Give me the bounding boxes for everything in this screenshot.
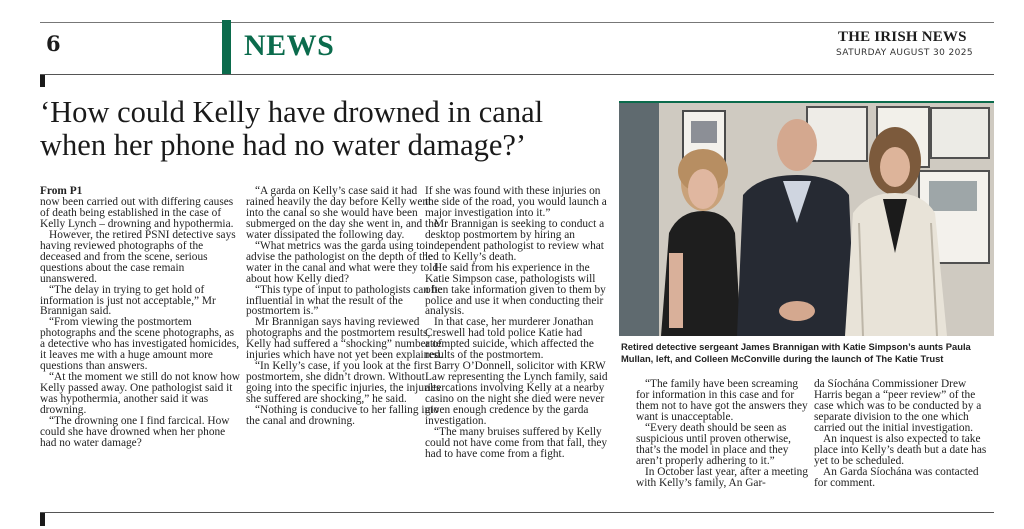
paragraph: Mr Brannigan says having reviewed photographs and the postmortem results, Kelly had suffered a “shocking” number of injuries which have not yet been explained. <box>246 316 443 362</box>
headline-line-1: ‘How could Kelly have drowned in canal <box>40 95 544 129</box>
article-column-1 <box>40 186 240 449</box>
paragraph: If she was found with these injuries on the side of the road, you would launch a major investigation into it.” <box>425 185 607 219</box>
paragraph: “A garda on Kelly’s case said it had rained heavily the day before Kelly went into the canal so she would have been submerged on the day she went in, and the water dissipated the following day. <box>246 185 439 241</box>
paragraph: “The family have been screaming for information in this case and for them not to have got the answers they want is unacceptable. <box>636 378 808 423</box>
paragraph: “In Kelly’s case, if you look at the first postmortem, she didn’t drown. Without going into the specific injuries, the injuries she suffered are shocking,” he said. <box>246 360 441 406</box>
section-accent-bar <box>222 20 231 74</box>
corner-marker-bottom <box>40 513 45 526</box>
paragraph: He said from his experience in the Katie Simpson case, pathologists will often take information given to them by police and use it when conducting their analysis. <box>425 261 606 318</box>
paragraph: “The delay in trying to get hold of information is just not acceptable,” Mr Brannigan said. <box>40 283 216 318</box>
issue-date: SATURDAY AUGUST 30 2025 <box>836 48 974 58</box>
footer-rule <box>40 512 994 513</box>
paragraph: “The many bruises suffered by Kelly could not have come from that fall, they had to have come from a fight. <box>425 425 608 460</box>
headline <box>40 96 610 162</box>
article-column-3 <box>425 186 608 460</box>
article-column-4 <box>636 379 808 489</box>
paragraph: An inquest is also expected to take place into Kelly’s death but a date has yet to be scheduled. <box>814 432 987 467</box>
paragraph: “Nothing is conducive to her falling into the canal and drowning. <box>246 404 439 428</box>
section-label: NEWS <box>244 29 335 62</box>
header-rule <box>40 74 994 75</box>
paragraph: In October last year, after a meeting with Kelly’s family, An Gar- <box>636 465 809 489</box>
paragraph: In that case, her murderer Jonathan Creswell had told police Katie had attempted suicide, which affected the results of the postmortem. <box>425 316 594 362</box>
paragraph: “The drowning one I find farcical. How could she have drowned when her phone had no water damage? <box>40 415 230 449</box>
top-rule <box>40 22 994 23</box>
continued-from-label: From P1 <box>40 185 83 197</box>
paragraph: da Síochána Commissioner Drew Harris began a “peer review” of the case which was to be conducted by a separate division to the one which carried out the initial investigation. <box>814 378 982 434</box>
news-photo <box>619 103 994 336</box>
paragraph: Barry O’Donnell, solicitor with KRW Law representing the Lynch family, said altercations involving Kelly at a nearby casino on the night she died were never given enough credence by the garda investigation. <box>425 360 608 428</box>
article-column-5 <box>814 379 994 489</box>
paragraph: “Every death should be seen as suspicious until proven otherwise, that’s the model in place and they aren’t properly adhering to it.” <box>636 421 792 467</box>
paragraph: “What metrics was the garda using to advise the pathologist on the depth of the water in the canal and what were they told about how Kelly died? <box>246 239 439 285</box>
paragraph: now been carried out with differing causes of death being established in the case of Kelly Lynch – drowning and hypothermia. <box>40 195 234 230</box>
paragraph: Mr Brannigan is seeking to conduct a desktop postmortem by hiring an independent pathologist to review what led to Kelly’s death. <box>425 217 605 263</box>
masthead: THE IRISH NEWS <box>838 29 967 45</box>
paragraph: “This type of input to pathologists can be influential in what the result of the postmortem is.” <box>246 283 443 318</box>
page-number: 6 <box>46 31 61 56</box>
paragraph: An Garda Síochána was contacted for comment. <box>814 465 979 489</box>
article-column-2 <box>246 186 446 427</box>
paragraph: “From viewing the postmortem photographs and the scene photographs, as a detective who has investigated homicides, it leaves me with a huge amount more questions than answers. <box>40 316 240 373</box>
headline-line-2: when her phone had no water damage?’ <box>40 128 527 162</box>
paragraph: However, the retired PSNI detective says having reviewed photographs of the deceased and from the scene, serious questions about the case remain unanswered. <box>40 228 236 285</box>
paragraph: “At the moment we still do not know how Kelly passed away. One pathologist said it was hypothermia, another said it was drowning. <box>40 371 240 417</box>
photo-caption: Retired detective sergeant James Brannigan with Katie Simpson’s aunts Paula Mullan, left, and Colleen McConville during the launch of The Katie Trust <box>621 341 971 364</box>
corner-marker-top <box>40 75 45 87</box>
